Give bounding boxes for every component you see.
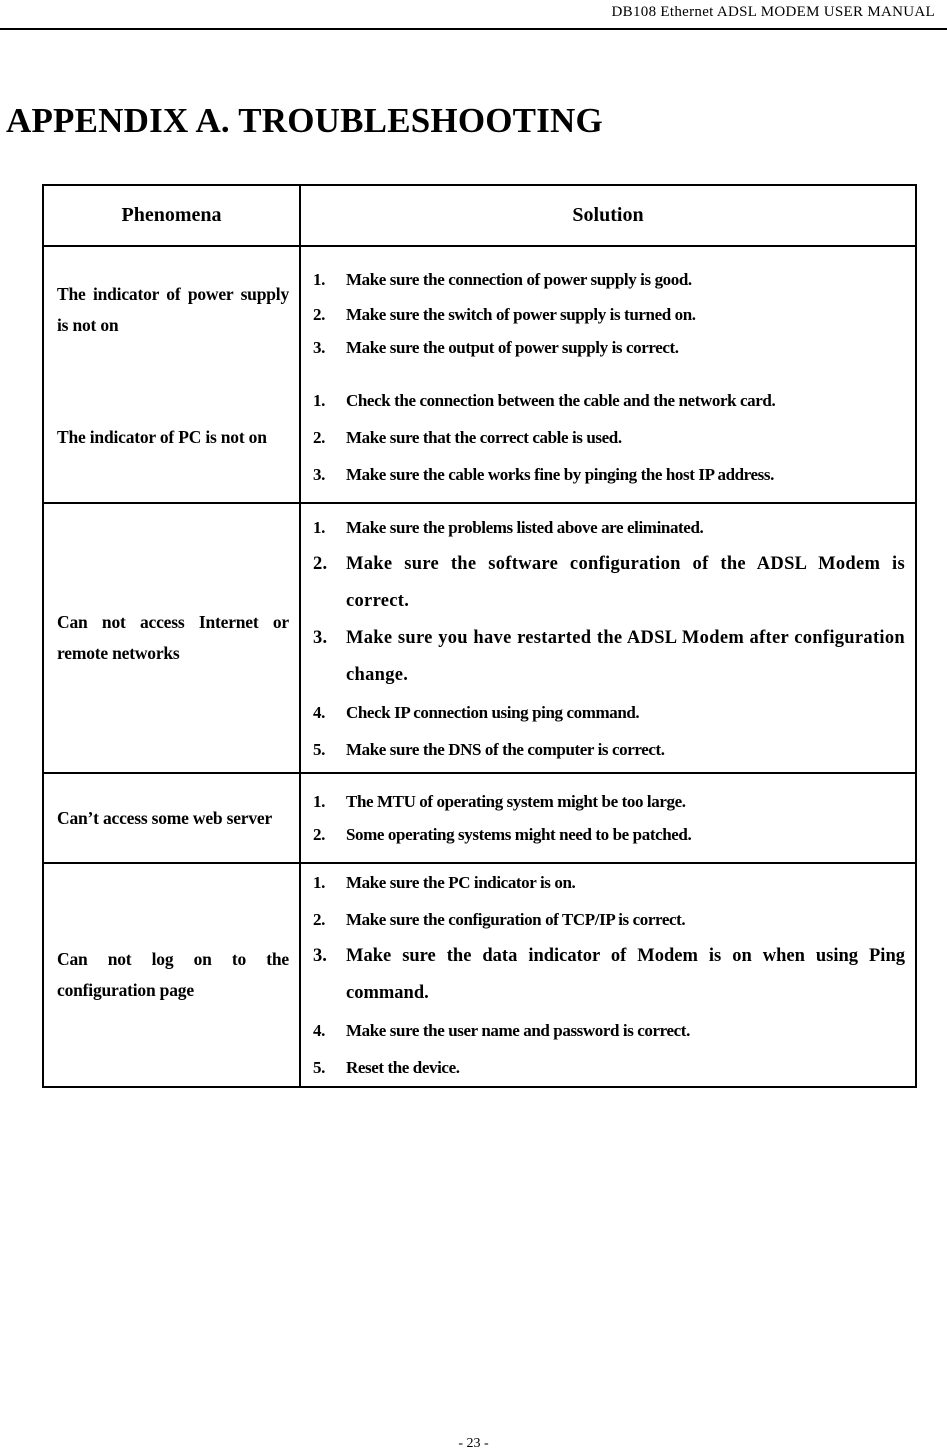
list-item: 1. Check the connection between the cable and the network card. xyxy=(313,391,776,410)
solution-cell xyxy=(300,503,916,773)
list-item: 2. Make sure the configuration of TCP/IP is correct. xyxy=(313,910,686,929)
solution-cell xyxy=(300,773,916,863)
phenomena-cell xyxy=(43,773,300,863)
phenomenon-text: The indicator of power supply is not on xyxy=(57,283,289,335)
solution-list xyxy=(301,864,915,1086)
list-item: 2. Make sure that the correct cable is used. xyxy=(313,428,622,447)
page-title: APPENDIX A. TROUBLESHOOTING xyxy=(6,101,603,140)
table-row xyxy=(43,246,916,503)
solution-list xyxy=(301,262,915,363)
list-item: 2. Some operating systems might need to be patched. xyxy=(313,825,692,844)
list-item: 3. Make sure the cable works fine by pinging the host IP address. xyxy=(313,465,774,484)
phenomena-cell xyxy=(43,246,300,503)
troubleshooting-table xyxy=(42,184,917,1088)
list-item: 1. Make sure the problems listed above are eliminated. xyxy=(313,517,704,537)
list-item: 3. Make sure the data indicator of Modem is on when using Ping command. xyxy=(313,946,905,1003)
phenomenon-text: Can not log on to the configuration page xyxy=(57,949,289,1000)
list-item: 5. Make sure the DNS of the computer is correct. xyxy=(313,739,665,759)
list-item: 1. Make sure the PC indicator is on. xyxy=(313,873,576,892)
table-row xyxy=(43,863,916,1087)
running-header-title: DB108 Ethernet ADSL MODEM USER MANUAL xyxy=(611,4,935,20)
table-row xyxy=(43,503,916,773)
list-item: 4. Check IP connection using ping command. xyxy=(313,702,640,722)
phenomena-cell xyxy=(43,503,300,773)
solution-list xyxy=(301,785,915,851)
page-number: - 23 - xyxy=(458,1436,489,1451)
list-item: 3. Make sure you have restarted the ADSL Modem after configuration change. xyxy=(313,627,905,685)
phenomenon-text: Can not access Internet or remote networks xyxy=(57,612,289,663)
phenomenon-text: The indicator of PC is not on xyxy=(57,426,267,447)
column-header-phenomena: Phenomena xyxy=(43,185,300,246)
list-item: 1. The MTU of operating system might be too large. xyxy=(313,792,686,811)
running-header xyxy=(0,0,947,30)
list-item: 4. Make sure the user name and password is correct. xyxy=(313,1021,690,1040)
phenomenon-text: Can’t access some web server xyxy=(57,807,273,828)
solution-list xyxy=(301,509,915,768)
solution-cell xyxy=(300,863,916,1087)
solution-list xyxy=(301,382,915,493)
list-item: 2. Make sure the software configuration of the ADSL Modem is correct. xyxy=(313,553,905,611)
column-header-solution: Solution xyxy=(300,185,916,246)
phenomena-cell xyxy=(43,863,300,1087)
list-item: 1. Make sure the connection of power supply is good. xyxy=(313,270,692,289)
list-item: 3. Make sure the output of power supply is correct. xyxy=(313,338,679,357)
list-item: 2. Make sure the switch of power supply is turned on. xyxy=(313,305,696,324)
list-item: 5. Reset the device. xyxy=(313,1058,460,1077)
solution-cell xyxy=(300,246,916,503)
table-header-row xyxy=(43,185,916,246)
table-row xyxy=(43,773,916,863)
